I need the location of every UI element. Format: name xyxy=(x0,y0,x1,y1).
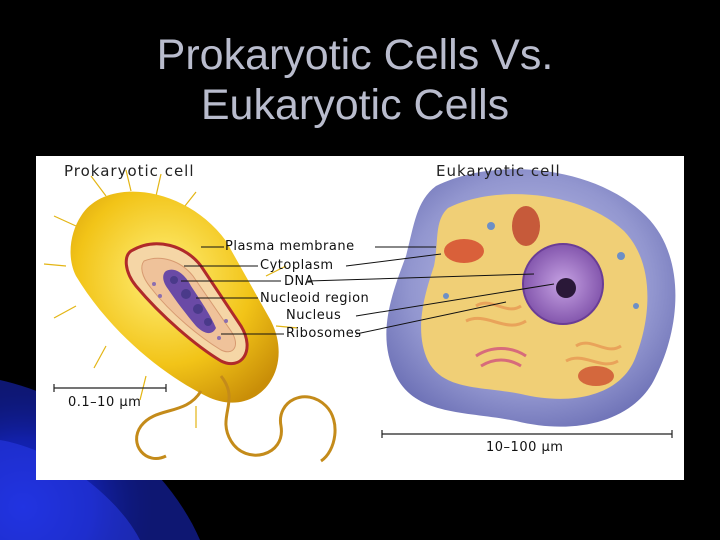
cell-illustration xyxy=(36,156,684,480)
prokaryote-scale-bar xyxy=(54,384,166,392)
label-cytoplasm: Cytoplasm xyxy=(260,258,334,273)
title-line-1: Prokaryotic Cells Vs. xyxy=(156,31,554,79)
prokaryotic-cell-title: Prokaryotic cell xyxy=(64,162,195,180)
slide-title xyxy=(0,30,710,130)
eukaryotic-cell-illustration xyxy=(386,169,675,427)
eukaryotic-cell-title: Eukaryotic cell xyxy=(436,162,561,180)
eukaryote-scale-bar xyxy=(382,430,672,438)
label-nucleus: Nucleus xyxy=(286,308,342,323)
cell-comparison-diagram xyxy=(36,156,684,480)
label-nucleoid-region: Nucleoid region xyxy=(260,291,370,306)
prokaryote-scale-label: 0.1–10 µm xyxy=(68,395,142,410)
title-line-2: Eukaryotic Cells xyxy=(200,81,510,129)
label-dna: DNA xyxy=(284,274,315,289)
label-plasma-membrane: Plasma membrane xyxy=(225,239,355,254)
eukaryote-scale-label: 10–100 µm xyxy=(486,440,564,455)
label-ribosomes: Ribosomes xyxy=(286,326,362,341)
